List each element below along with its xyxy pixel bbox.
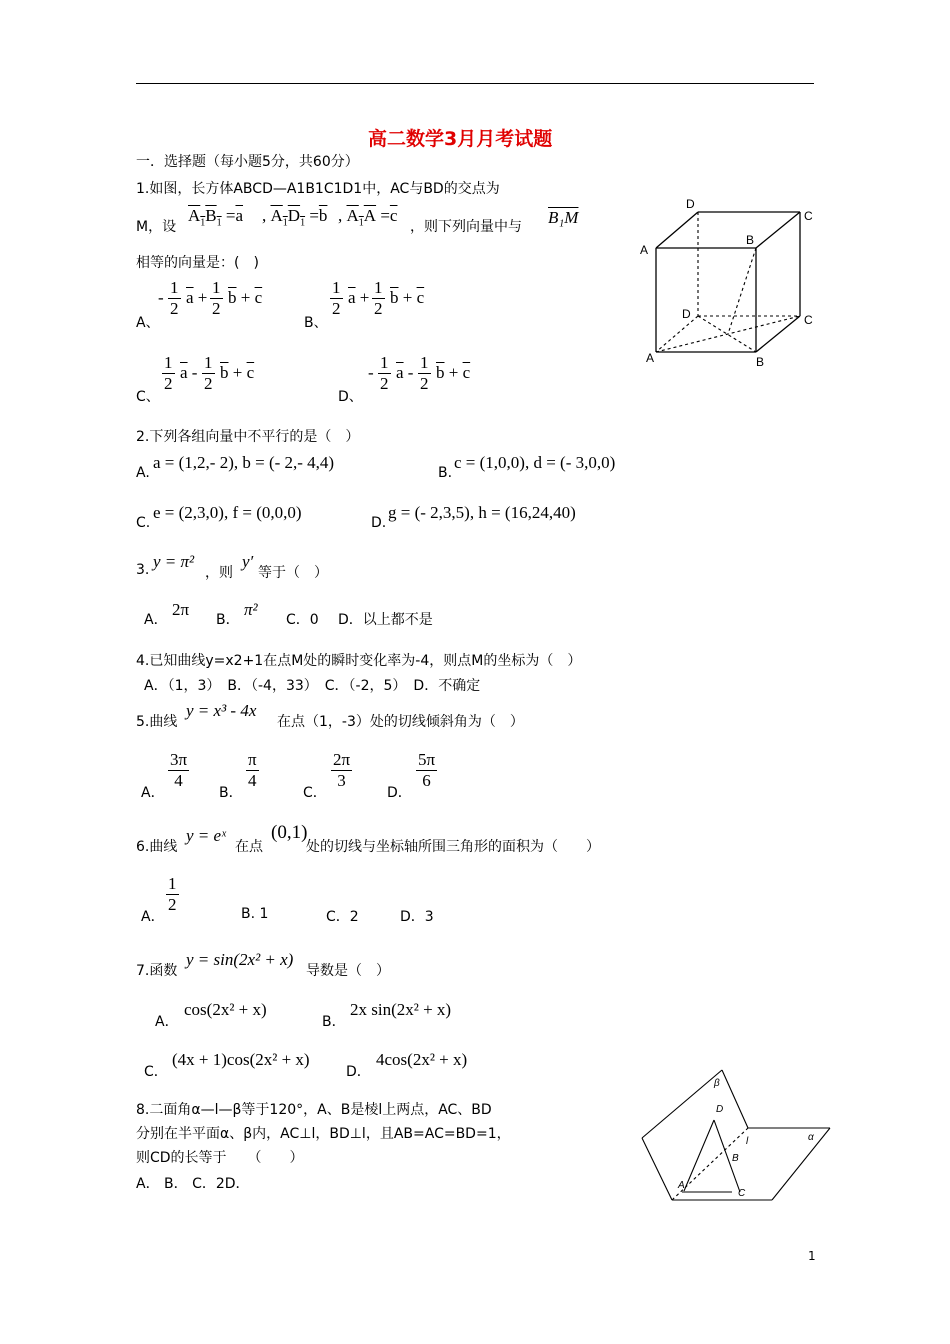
q3-option-a-label: A． [144, 612, 168, 628]
q2-option-a: a = (1,2,- 2), b = (- 2,- 4,4) [153, 453, 335, 472]
cuboid-label-a1: A [640, 243, 649, 257]
q1-option-a-term2: $\overline{b} + \overline{c}$ [228, 288, 263, 307]
dihedral-label-b: B [732, 1153, 739, 1164]
cuboid-label-d: D [682, 307, 691, 321]
q1-option-a-frac1: $\frac{1}{2}$ [170, 278, 179, 318]
q1-option-c-term: $\overline{a}$ - [180, 363, 198, 382]
q2-option-b: c = (1,0,0), d = (- 3,0,0) [454, 453, 616, 472]
q3-option-d: D．以上都不是 [338, 612, 433, 628]
q1-option-c-term2: $\overline{b} + \overline{c}$ [220, 363, 255, 382]
dihedral-label-d: D [716, 1104, 724, 1115]
q6-option-a-label: A． [141, 909, 165, 925]
q8-options: A． B． C．2D． [136, 1176, 250, 1192]
q8-line1: 8.二面角α—l—β等于120°，A、B是棱l上两点，AC、BD [136, 1102, 492, 1118]
q1-m-prefix: M，设 [136, 219, 177, 235]
q7-option-b-label: B． [322, 1014, 346, 1030]
q1-option-d-frac2: $\frac{1}{2}$ [420, 353, 429, 393]
q1-option-a-minus: - [158, 288, 164, 307]
q1-option-a-frac2: $\frac{1}{2}$ [212, 278, 221, 318]
q6-option-d: D．3 [400, 909, 434, 925]
q3-option-c: C．0 [286, 612, 319, 628]
q1-option-b-term2: $\overline{b} + \overline{c}$ [390, 288, 425, 307]
q1-option-a-term: $\overline{a}$ + [186, 288, 208, 307]
q8-line2: 分别在半平面α、β内，AC⊥l，BD⊥l，且AB=AC=BD=1， [136, 1126, 511, 1142]
q1-option-b-term: $\overline{a}$ + [348, 288, 370, 307]
q7-end: 导数是（ ） [306, 963, 390, 979]
q2-option-d: g = (- 2,3,5), h = (16,24,40) [388, 503, 576, 522]
q3-label: 3. [136, 562, 150, 578]
q6-label: 6.曲线 [136, 839, 178, 855]
q5-option-b-frac: $\frac{\pi}{4}$ [248, 750, 257, 790]
q5-option-a-frac: $\frac{3\pi}{4}$ [170, 750, 188, 790]
q1-vector-1: $A_1B_1 =\overline{a}$ [188, 206, 244, 229]
q3-option-a: 2π [172, 600, 190, 619]
dihedral-figure [636, 1060, 862, 1210]
q1-option-d-term2: $\overline{b} + \overline{c}$ [436, 363, 471, 382]
q7-option-d-label: D． [346, 1064, 371, 1080]
q6-expr: y = eˣ [186, 826, 226, 845]
q1-option-c-frac1: $\frac{1}{2}$ [164, 353, 173, 393]
q1-line1: 1.如图，长方体ABCD—A1B1C1D1中，AC与BD的交点为 [136, 181, 500, 197]
q1-vector-3: , $A_1A =\overline{c}$ [338, 206, 398, 229]
q2-option-a-label: A. [136, 465, 150, 481]
cuboid-figure [636, 196, 826, 368]
cuboid-label-b1: B [746, 233, 755, 247]
q6-option-a-frac: $\frac{1}{2}$ [168, 874, 177, 914]
q3-expr: y = π² [153, 552, 195, 571]
q7-option-c-label: C． [144, 1064, 168, 1080]
q1-option-d-frac1: $\frac{1}{2}$ [380, 353, 389, 393]
q1-option-d-term: $\overline{a}$ - [396, 363, 414, 382]
cuboid-label-b: B [756, 355, 765, 368]
q1-line3: 相等的向量是：( ) [136, 255, 259, 271]
page-title: 高二数学3月月考试题 [368, 128, 553, 150]
header-rule [136, 83, 814, 84]
q7-option-a-label: A． [155, 1014, 179, 1030]
dihedral-label-c: C [738, 1188, 746, 1199]
cuboid-label-d1: D [686, 197, 695, 211]
q6-mid: 在点 [235, 839, 263, 855]
q2-stem: 2.下列各组向量中不平行的是（ ） [136, 429, 360, 445]
q1-option-b-frac2: $\frac{1}{2}$ [374, 278, 383, 318]
q1-option-d-label: D、 [338, 389, 363, 405]
dihedral-label-alpha: α [808, 1132, 814, 1143]
q6-end: 处的切线与坐标轴所围三角形的面积为（ ） [306, 839, 600, 855]
q6-option-c: C．2 [326, 909, 359, 925]
q1-option-d-minus: - [368, 363, 374, 382]
q5-option-b-label: B． [219, 785, 243, 801]
q6-point: (0,1) [271, 822, 308, 843]
q1-vector-2: , $A_1D_1 =\overline{b}$ [262, 206, 328, 229]
q2-option-c-label: C. [136, 515, 151, 531]
dihedral-label-beta: β [714, 1078, 720, 1089]
q3-option-b: π² [244, 600, 258, 619]
q7-option-a: cos(2x² + x) [184, 1000, 267, 1019]
cuboid-label-c1: C [804, 209, 813, 223]
q1-option-a-label: A、 [136, 315, 160, 331]
q5-option-d-frac: $\frac{5\pi}{6}$ [418, 750, 436, 790]
q3-end: 等于（ ） [258, 565, 328, 581]
q1-option-c-frac2: $\frac{1}{2}$ [204, 353, 213, 393]
q8-line3: 则CD的长等于 （ ） [136, 1150, 304, 1166]
dihedral-label-l: l [746, 1136, 749, 1147]
q1-option-b-label: B、 [304, 315, 328, 331]
q7-option-b: 2x sin(2x² + x) [350, 1000, 452, 1019]
q3-option-b-label: B． [216, 612, 240, 628]
q6-option-b: B. 1 [241, 906, 269, 922]
q3-expr2: y′ [242, 552, 254, 571]
q5-end: 在点（1，-3）处的切线倾斜角为（ ） [277, 714, 524, 730]
q1-option-b-frac1: $\frac{1}{2}$ [332, 278, 341, 318]
q5-option-a-label: A． [141, 785, 165, 801]
q4-stem: 4.已知曲线y=x2+1在点M处的瞬时变化率为-4，则点M的坐标为（ ） [136, 653, 582, 669]
q1-target-vector: B₁M [548, 208, 579, 227]
q3-mid: ，则 [205, 565, 233, 581]
q7-option-d: 4cos(2x² + x) [376, 1050, 468, 1069]
q5-option-d-label: D． [387, 785, 412, 801]
q1-option-c-label: C、 [136, 389, 160, 405]
section-heading: 一．选择题（每小题5分，共60分） [136, 154, 359, 170]
q5-option-c-label: C． [303, 785, 327, 801]
q7-expr: y = sin(2x² + x) [186, 950, 294, 969]
dihedral-label-a: A [678, 1180, 685, 1191]
cuboid-label-c: C [804, 313, 813, 327]
q1-mid-text: ，则下列向量中与 [410, 219, 522, 235]
page-number: 1 [808, 1249, 816, 1263]
q2-option-b-label: B. [438, 465, 453, 481]
q5-option-c-frac: $\frac{2\pi}{3}$ [333, 750, 351, 790]
q5-expr: y = x³ - 4x [186, 701, 257, 720]
q7-option-c: (4x + 1)cos(2x² + x) [172, 1050, 310, 1069]
q4-options: A．（1，3） B．（-4，33） C．（-2，5） D．不确定 [144, 678, 481, 694]
q2-option-c: e = (2,3,0), f = (0,0,0) [153, 503, 302, 522]
cuboid-label-a: A [646, 351, 655, 365]
q2-option-d-label: D. [371, 515, 387, 531]
q5-label: 5.曲线 [136, 714, 178, 730]
q7-label: 7.函数 [136, 963, 178, 979]
